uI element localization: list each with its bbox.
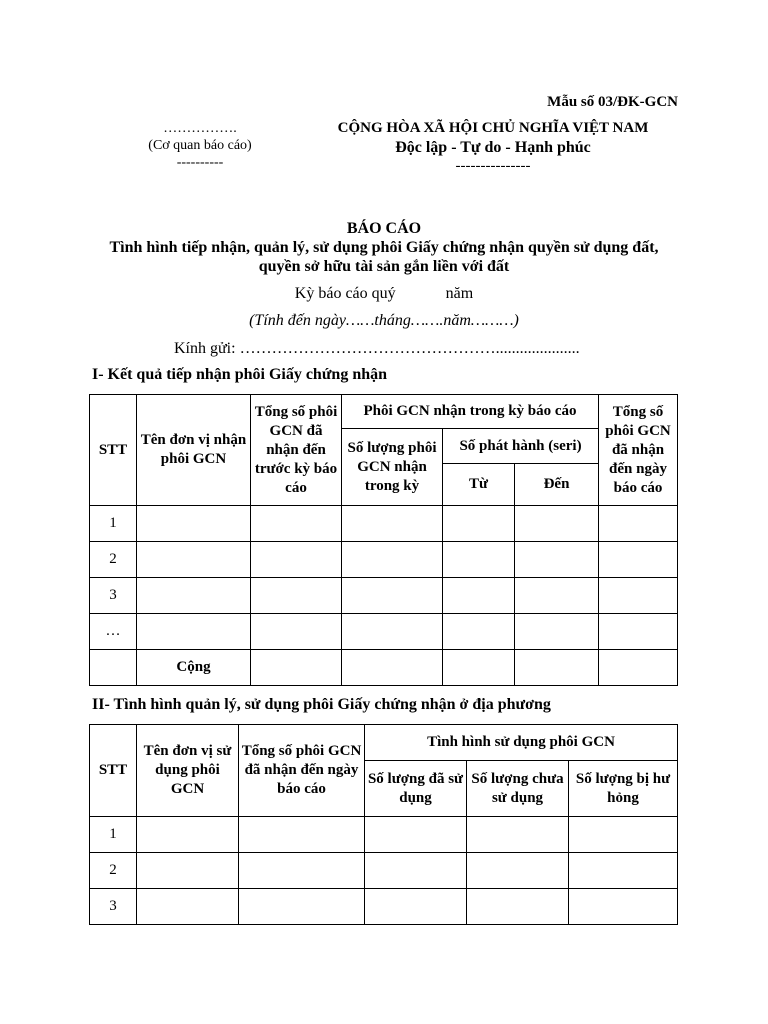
reporting-agency-block [120, 120, 280, 171]
col-serial: Số phát hành (seri) [443, 429, 599, 464]
table-row [90, 506, 678, 542]
row-number: 1 [90, 817, 137, 853]
col-serial-to: Đến [515, 464, 599, 506]
table-row [90, 817, 678, 853]
report-subtitle-line2: quyền sở hữu tài sản gắn liền với đất [258, 258, 510, 275]
as-of-date: (Tính đến ngày……tháng…….năm………) [249, 312, 519, 329]
receipt-table [89, 394, 678, 686]
nation-motto: Độc lập - Tự do - Hạnh phúc [395, 139, 591, 156]
period-year: năm [445, 285, 474, 302]
col-stt: STT [90, 725, 137, 817]
period-prefix: Kỳ báo cáo quý [294, 285, 396, 302]
report-title: BÁO CÁO [346, 220, 422, 237]
row-number: 2 [90, 853, 137, 889]
section-2-heading: II- Tình hình quản lý, sử dụng phôi Giấy chứng nhận ở địa phương [92, 696, 551, 713]
col-stt: STT [90, 395, 137, 506]
form-code: Mẫu số 03/ĐK-GCN [547, 94, 678, 110]
nation-name: CỘNG HÒA XÃ HỘI CHỦ NGHĨA VIỆT NAM [337, 120, 649, 136]
col-total-received: Tổng số phôi GCN đã nhận đến ngày báo cáo [239, 725, 365, 817]
col-damaged: Số lượng bị hư hỏng [569, 761, 678, 817]
agency-divider: ---------- [176, 155, 224, 170]
national-header [300, 119, 686, 176]
nation-divider: --------------- [455, 158, 531, 174]
col-received-in-period: Phôi GCN nhận trong kỳ báo cáo [342, 395, 599, 429]
col-total-to-date: Tổng số phôi GCN đã nhận đến ngày báo cáo [599, 395, 678, 506]
table-row [90, 614, 678, 650]
total-row [90, 650, 678, 686]
total-label: Cộng [137, 650, 251, 686]
table-row [90, 889, 678, 925]
col-serial-from: Từ [443, 464, 515, 506]
row-number: 2 [90, 542, 137, 578]
agency-placeholder: ……………. [163, 121, 237, 136]
report-title-block [60, 219, 708, 276]
section-1-heading: I- Kết quả tiếp nhận phôi Giấy chứng nhận [92, 366, 388, 383]
col-unused: Số lượng chưa sử dụng [467, 761, 569, 817]
table-row [90, 578, 678, 614]
row-number: 3 [90, 578, 137, 614]
row-number: … [90, 614, 137, 650]
col-usage: Tình hình sử dụng phôi GCN [365, 725, 678, 761]
col-received-before: Tổng số phôi GCN đã nhận đến trước kỳ báo cáo [251, 395, 342, 506]
table-row [90, 853, 678, 889]
usage-table [89, 724, 678, 925]
report-period [0, 285, 768, 303]
col-unit: Tên đơn vị nhận phôi GCN [137, 395, 251, 506]
row-number: 3 [90, 889, 137, 925]
col-quantity-in-period: Số lượng phôi GCN nhận trong kỳ [342, 429, 443, 506]
recipient-line: Kính gửi: …………………………………………..................... [174, 340, 580, 357]
report-subtitle-line1: Tình hình tiếp nhận, quản lý, sử dụng phôi Giấy chứng nhận quyền sử dụng đất, [109, 239, 659, 256]
table-row [90, 542, 678, 578]
col-used: Số lượng đã sử dụng [365, 761, 467, 817]
col-unit: Tên đơn vị sử dụng phôi GCN [137, 725, 239, 817]
row-number: 1 [90, 506, 137, 542]
agency-label: (Cơ quan báo cáo) [148, 138, 252, 153]
